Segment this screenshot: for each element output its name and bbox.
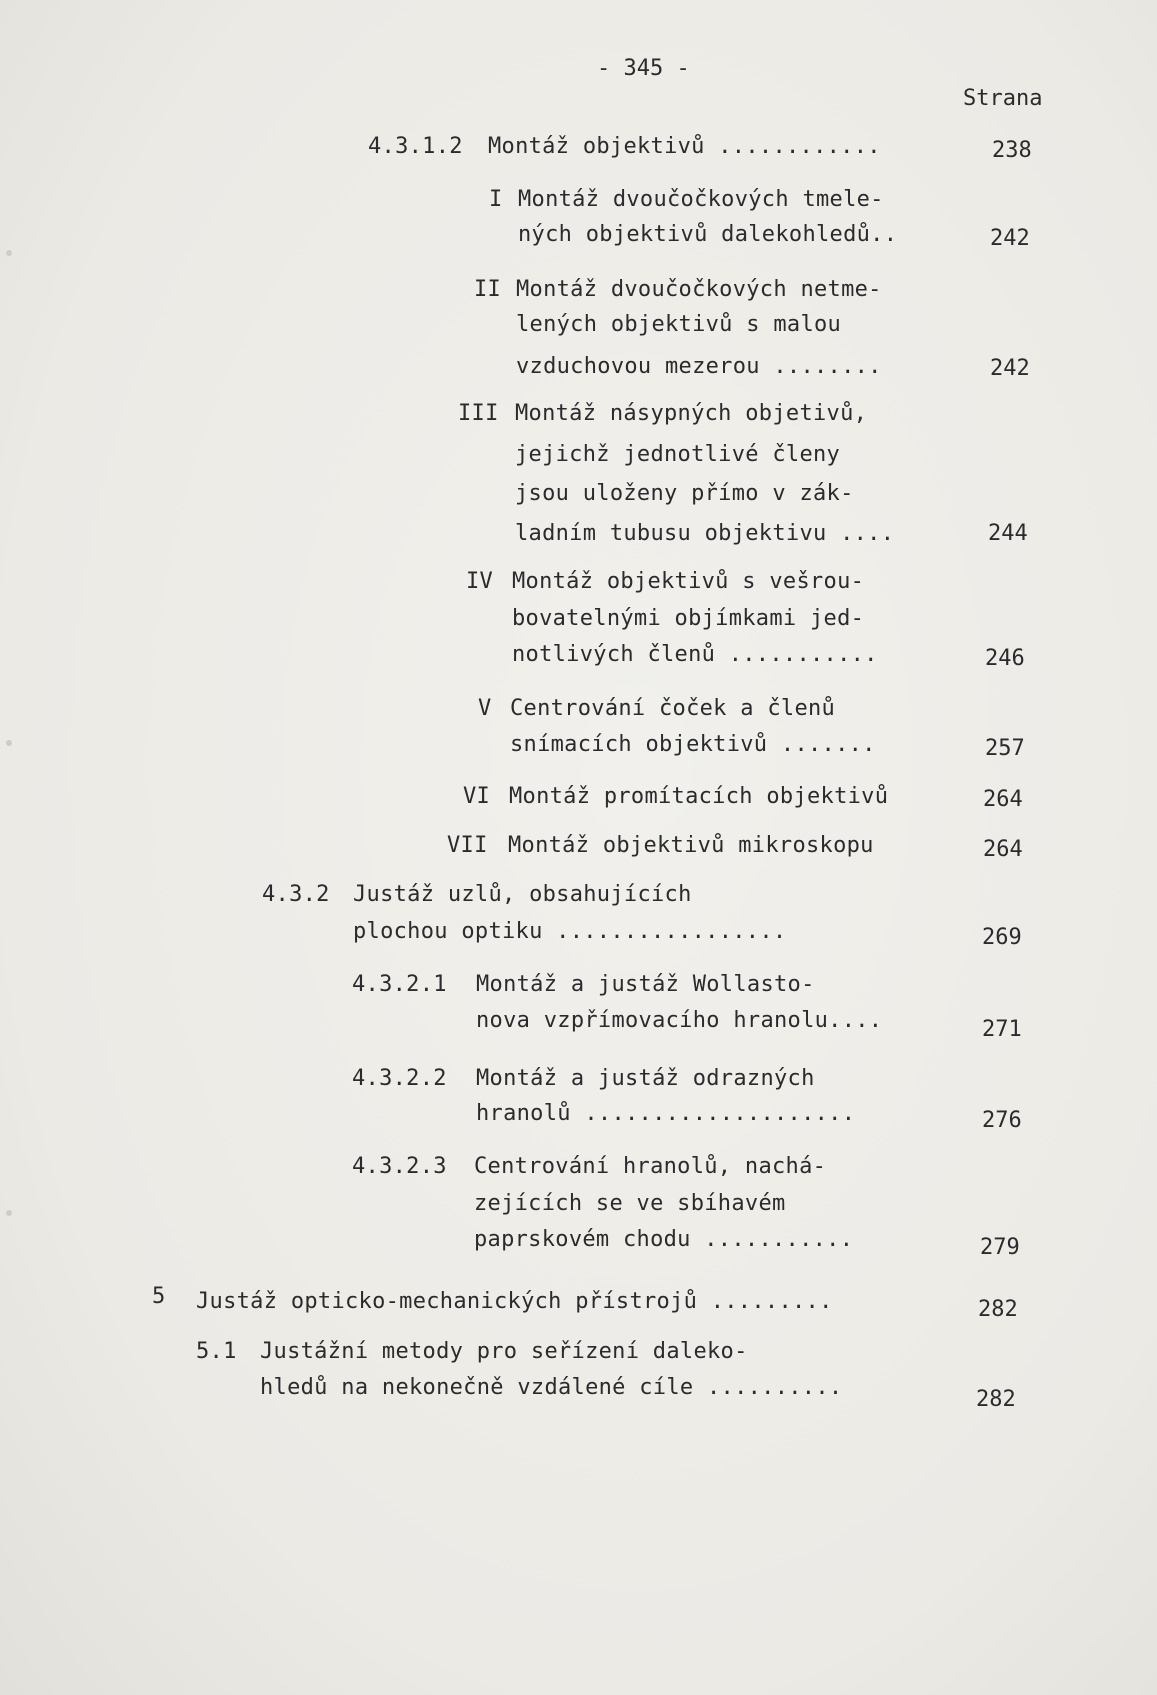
entry-title-line: Montáž objektivů mikroskopu — [508, 833, 874, 858]
entry-title-line: Montáž násypných objetivů, — [515, 401, 868, 426]
entry-label: IV — [466, 569, 494, 594]
entry-title-line: Montáž objektivů s vešrou- — [512, 569, 865, 594]
entry-label: 4.3.2.3 — [352, 1154, 447, 1179]
entry-page: 246 — [985, 646, 1025, 671]
entry-label: III — [458, 401, 499, 426]
entry-title-line: plochou optiku ................. — [353, 919, 787, 944]
entry-page: 238 — [992, 138, 1032, 163]
entry-title-line: hranolů .................... — [476, 1101, 856, 1126]
entry-title-line: Montáž promítacích objektivů — [509, 784, 889, 809]
entry-title-line: zejících se ve sbíhavém — [474, 1191, 786, 1216]
entry-label: 4.3.2.1 — [352, 972, 447, 997]
entry-title-line: Montáž a justáž Wollasto- — [476, 972, 815, 997]
entry-title-line: paprskovém chodu ........... — [474, 1227, 854, 1252]
page-number: - 345 - — [597, 56, 690, 81]
entry-title-line: Montáž dvoučočkových tmele- — [518, 187, 884, 212]
entry-page: 276 — [982, 1108, 1022, 1133]
entry-label: 4.3.2.2 — [352, 1066, 447, 1091]
entry-title-line: bovatelnými objímkami jed- — [512, 606, 865, 631]
entry-title-line: hledů na nekonečně vzdálené cíle .......... — [260, 1375, 843, 1400]
entry-title-line: Montáž dvoučočkových netme- — [516, 277, 882, 302]
entry-label: 5.1 — [196, 1339, 237, 1364]
entry-page: 282 — [976, 1387, 1016, 1412]
entry-title-line: Justáž opticko-mechanických přístrojů ......... — [196, 1289, 833, 1314]
entry-page: 242 — [990, 226, 1030, 251]
entry-page: 282 — [978, 1297, 1018, 1322]
entry-title-line: lených objektivů s malou — [516, 312, 842, 337]
entry-label: VII — [447, 833, 488, 858]
punch-hole-mark — [6, 1210, 12, 1216]
entry-page: 242 — [990, 356, 1030, 381]
entry-title-line: snímacích objektivů ....... — [510, 732, 876, 757]
entry-label: V — [478, 696, 492, 721]
entry-title-line: nova vzpřímovacího hranolu.... — [476, 1008, 883, 1033]
entry-label: 4.3.1.2 — [368, 134, 463, 159]
entry-title-line: Justáž uzlů, obsahujících — [353, 882, 692, 907]
entry-title-line: notlivých členů ........... — [512, 642, 878, 667]
entry-page: 279 — [980, 1235, 1020, 1260]
entry-label: 5 — [152, 1284, 166, 1309]
entry-title-line: ladním tubusu objektivu .... — [515, 521, 895, 546]
entry-title-line: Montáž a justáž odrazných — [476, 1066, 815, 1091]
entry-title-line: Centrování čoček a členů — [510, 696, 836, 721]
entry-label: I — [489, 187, 503, 212]
entry-title-line: ných objektivů dalekohledů.. — [518, 222, 898, 247]
punch-hole-mark — [6, 250, 12, 256]
entry-page: 269 — [982, 925, 1022, 950]
entry-title-line: vzduchovou mezerou ........ — [516, 354, 882, 379]
entry-page: 244 — [988, 521, 1028, 546]
entry-title-line: jejichž jednotlivé členy — [515, 442, 841, 467]
entry-title-line: Centrování hranolů, nachá- — [474, 1154, 827, 1179]
column-header-strana: Strana — [963, 86, 1043, 111]
punch-hole-mark — [6, 740, 12, 746]
entry-page: 271 — [982, 1017, 1022, 1042]
entry-label: II — [474, 277, 502, 302]
entry-title-line: jsou uloženy přímo v zák- — [515, 481, 854, 506]
entry-title-line: Justážní metody pro seřízení daleko- — [260, 1339, 748, 1364]
entry-label: VI — [463, 784, 491, 809]
entry-label: 4.3.2 — [262, 882, 330, 907]
entry-page: 264 — [983, 837, 1023, 862]
entry-title-line: Montáž objektivů ............ — [488, 134, 881, 159]
entry-page: 257 — [985, 736, 1025, 761]
entry-page: 264 — [983, 787, 1023, 812]
